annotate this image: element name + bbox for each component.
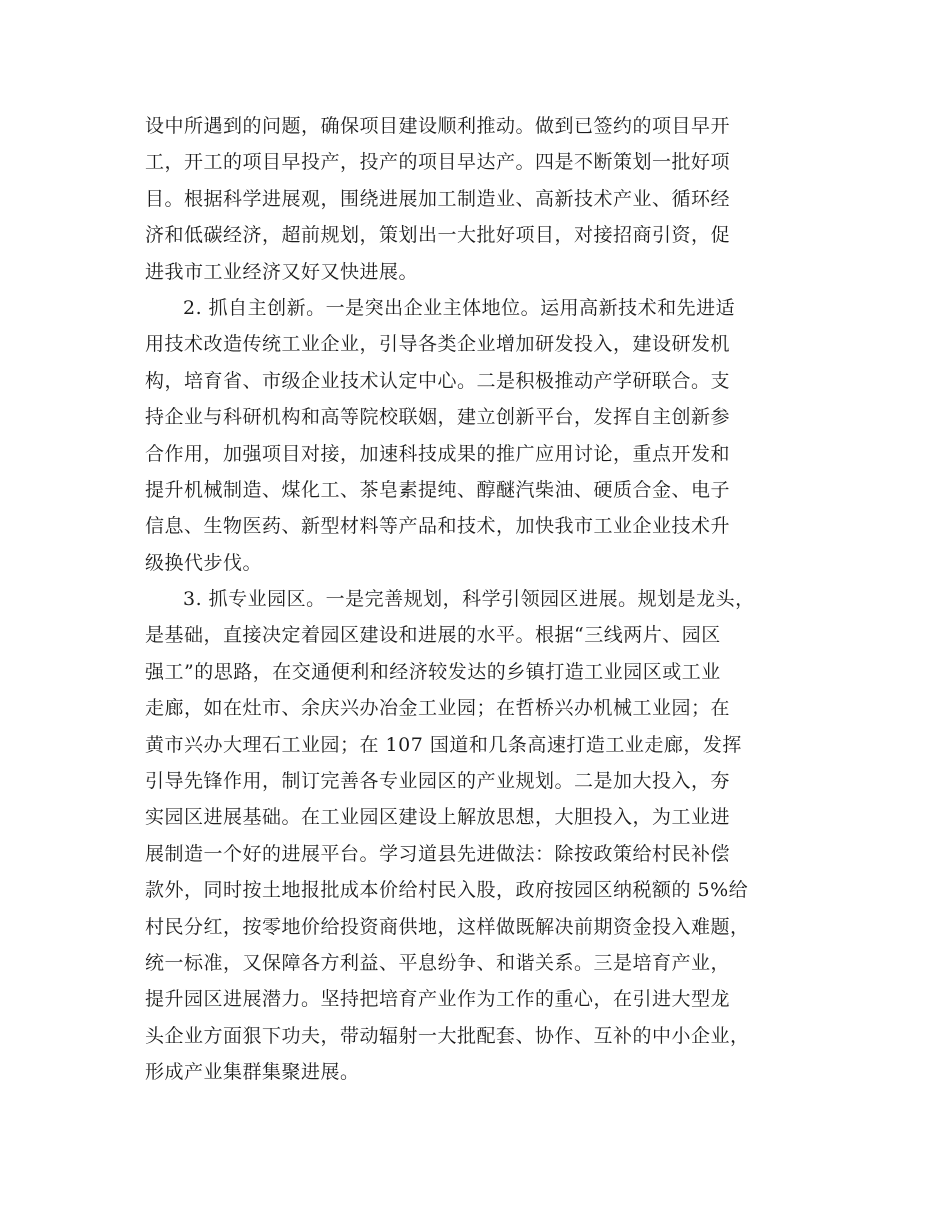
text-line: 提升园区进展潜力。坚持把培育产业作为工作的重心，在引进大型龙 [145,988,731,1011]
text-line: 设中所遇到的问题，确保项目建设顺利推动。做到已签约的项目早开 [145,115,731,137]
text-line: 级换代步伐。 [145,551,263,574]
paragraph-2-heading-line: 2. 抓自主创新。一是突出企业主体地位。运用高新技术和先进适 [183,296,736,319]
text-line: 统一标准，又保障各方利益、平息纷争、和谐关系。三是培育产业， [145,951,731,974]
text-line: 展制造一个好的进展平台。学习道县先进做法：除按政策给村民补偿 [145,842,731,865]
text-line: 款外，同时按土地报批成本价给村民入股，政府按园区纳税额的 5%给 [145,879,749,902]
text-line: 引导先锋作用，制订完善各专业园区的产业规划。二是加大投入，夯 [145,770,731,793]
paragraph-3-heading-line: 3. 抓专业园区。一是完善规划，科学引领园区进展。规划是龙头， [183,588,755,611]
text-line: 村民分红，按零地价给投资商供地，这样做既解决前期资金投入难题， [145,915,750,938]
text-line: 济和低碳经济，超前规划，策划出一大批好项目，对接招商引资，促 [145,224,731,247]
text-line: 强工”的思路，在交通便利和经济较发达的乡镇打造工业园区或工业 [145,660,721,683]
text-line: 黄市兴办大理石工业园；在 107 国道和几条高速打造工业走廊，发挥 [145,733,742,756]
text-line: 提升机械制造、煤化工、茶皂素提纯、醇醚汽柴油、硬质合金、电子 [145,478,731,501]
text-line: 进我市工业经济又好又快进展。 [145,260,419,283]
document-body [145,108,805,1091]
text-line: 形成产业集群集聚进展。 [145,1061,360,1084]
text-line: 工，开工的项目早投产，投产的项目早达产。四是不断策划一批好项 [145,151,731,174]
text-line: 信息、生物医药、新型材料等产品和技术，加快我市工业企业技术升 [145,515,731,538]
text-line: 头企业方面狠下功夫，带动辐射一大批配套、协作、互补的中小企业， [145,1024,750,1047]
text-line: 是基础，直接决定着园区建设和进展的水平。根据“三线两片、园区 [145,624,721,647]
text-line: 构，培育省、市级企业技术认定中心。二是积极推动产学研联合。支 [145,369,731,392]
text-line: 用技术改造传统工业企业，引导各类企业增加研发投入，建设研发机 [145,333,731,356]
text-line: 合作用，加强项目对接，加速科技成果的推广应用讨论，重点开发和 [145,442,731,465]
text-line: 持企业与科研机构和高等院校联姻，建立创新平台，发挥自主创新参 [145,406,731,429]
text-line: 走廊，如在灶市、余庆兴办冶金工业园；在哲桥兴办机械工业园；在 [145,697,731,720]
text-line: 目。根据科学进展观，围绕进展加工制造业、高新技术产业、循环经 [145,187,731,210]
text-line: 实园区进展基础。在工业园区建设上解放思想，大胆投入，为工业进 [145,806,731,829]
